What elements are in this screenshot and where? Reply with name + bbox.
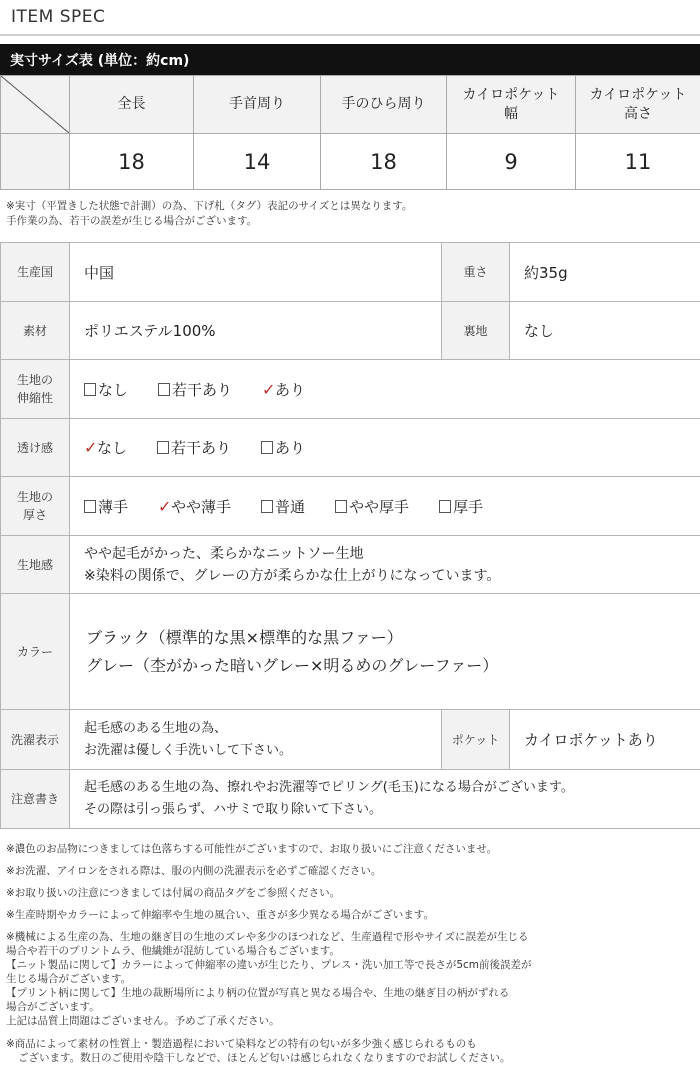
checkbox-option [84,496,128,517]
size-value: 14 [194,134,321,190]
wash-line: お洗濯は優しく手洗いして下さい。 [84,742,293,758]
feel-label: 生地感 [1,536,70,594]
pocket-value: カイロポケットあり [510,710,700,770]
spec-row-wash [1,710,700,770]
lining-label: 裏地 [442,302,510,360]
footnote-line: ※商品によって素材の性質上・製造過程において染料などの特有の匂いが多少強く感じられるものも [6,1038,477,1050]
color-line: グレー（杢がかった暗いグレー×明るめのグレーファー） [86,655,499,675]
footnote-line: ※生産時期やカラーによって伸縮率や生地の風合い、重さが多少異なる場合がございます。 [6,909,434,921]
spec-row-sheer [1,419,700,477]
empty-checkbox-icon [158,383,170,396]
pocket-label: ポケット [442,710,510,770]
caution-line: その際は引っ張らず、ハサミで取り除いて下さい。 [84,802,382,817]
option-label: あり [275,439,306,457]
checkmark-icon: ✓ [158,496,172,516]
sheer-options [70,419,700,477]
checkbox-option [262,379,305,400]
caution-value [70,770,700,829]
size-value: 11 [576,134,700,190]
spec-row-thickness [1,477,700,536]
size-col-label: カイロポケット 幅 [462,86,560,122]
thickness-label-text: 生地の 厚さ [16,490,53,522]
feel-line: ※染料の関係で、グレーの方が柔らかな仕上がりになっています。 [84,567,501,584]
size-note: 手作業の為、若干の誤差が生じる場合がございます。 [6,215,258,227]
checkbox-option [261,496,305,517]
feel-line: やや起毛がかった、柔らかなニットソー生地 [84,545,364,562]
footnote-line: ※機械による生産の為、生地の継ぎ目の生地のズレや多少のほつれなど、生産過程で形やサイズに誤差が生じる [6,931,529,943]
caution-line: 起毛感のある生地の為、擦れやお洗濯等でピリング(毛玉)になる場合がございます。 [84,780,574,795]
stretch-options [70,360,700,419]
color-label: カラー [1,594,70,710]
footnote-line: ※濃色のお品物につきましては色落ちする可能性がございますので、お取り扱いにご注意くださいませ。 [6,843,498,855]
stretch-label [1,360,70,419]
size-col-length [70,76,194,134]
option-label: 厚手 [453,497,484,516]
wash-label: 洗濯表示 [1,710,70,770]
footnote-line: 生じる場合がございます。 [6,973,132,985]
feel-value [70,536,700,594]
footnote-line: ※お洗濯、アイロンをされる際は、服の内側の洗濯表示を必ずご確認ください。 [6,865,382,877]
empty-checkbox-icon [84,500,96,513]
spec-row-material [1,302,700,360]
size-col-pocket-height [576,76,700,134]
origin-label: 生産国 [1,243,70,302]
option-label: 若干あり [171,439,232,457]
caution-label: 注意書き [1,770,70,829]
spec-table [0,242,700,829]
sheer-label: 透け感 [1,419,70,477]
lining-value: なし [510,302,700,360]
wash-line: 起毛感のある生地の為、 [84,720,228,736]
checkbox-option [158,379,232,400]
spec-row-origin [1,243,700,302]
size-col-label: カイロポケット 高さ [589,86,687,122]
footnote-line: 場合がございます。 [6,1001,100,1013]
size-value: 18 [321,134,447,190]
checkmark-icon: ✓ [84,438,98,457]
empty-checkbox-icon [261,500,273,513]
blank-cell [1,134,70,190]
size-col-palm [321,76,447,134]
empty-checkbox-icon [335,500,347,513]
page-title: ITEM SPEC [11,7,106,27]
color-line: ブラック（標準的な黒×標準的な黒ファー） [86,627,403,647]
diagonal-corner-cell [1,76,70,134]
size-table-header [0,44,700,75]
footnote-line: 場合や若干のプリントムラ、他繊維が混紡している場合もございます。 [6,945,340,957]
footnote-line: 上記は品質上問題はございません。予めご了承ください。 [6,1015,280,1027]
stretch-label-text: 生地の 伸縮性 [16,373,53,405]
footnote-line: ※お取り扱いの注意につきましては付属の商品タグをご参照ください。 [6,887,341,899]
empty-checkbox-icon [261,441,273,454]
option-label: 若干あり [172,380,233,399]
material-label: 素材 [1,302,70,360]
weight-value: 約35g [510,243,700,302]
checkmark-icon: ✓ [262,379,276,399]
thickness-options [70,477,700,536]
option-label: 普通 [275,497,306,516]
material-value: ポリエステル100% [70,302,442,360]
empty-checkbox-icon [439,500,451,513]
size-col-pocket-width [447,76,576,134]
size-col-label: 手のひら周り [341,96,426,112]
size-table-title: 実寸サイズ表 (単位：約cm) [10,53,190,69]
origin-value: 中国 [70,243,442,302]
size-table-header-row [1,76,700,134]
wash-value [70,710,442,770]
size-col-label: 手首周り [229,96,285,112]
size-col-label: 全長 [117,96,146,112]
size-note: ※実寸（平置きした状態で計測）の為、下げ札（タグ）表記のサイズとは異なります。 [6,200,413,212]
checkbox-option [439,496,483,517]
size-value: 9 [447,134,576,190]
footnote-line: 【ニット製品に関して】カラーによって伸縮率の違いが生じたり、プレス・洗い加工等で長さが5cm前後誤差が [6,959,532,971]
option-label: 薄手 [98,497,129,516]
size-table-value-row [1,134,700,190]
spec-row-color [1,594,700,710]
option-label: やや厚手 [349,497,410,516]
spec-row-feel [1,536,700,594]
thickness-label [1,477,70,536]
checkbox-option [158,496,231,517]
weight-label: 重さ [442,243,510,302]
spec-row-caution [1,770,700,829]
checkbox-option [335,496,409,517]
option-label: やや薄手 [171,497,232,516]
size-col-wrist [194,76,321,134]
checkbox-option [261,437,305,458]
spec-row-stretch [1,360,700,419]
empty-checkbox-icon [157,441,169,454]
checkbox-option [84,437,127,458]
checkbox-option [84,379,128,400]
option-label: なし [98,380,129,399]
size-value: 18 [70,134,194,190]
option-label: あり [275,380,306,399]
color-value [70,594,700,710]
footnote-line: ございます。数日のご使用や陰干しなどで、ほとんど匂いは感じられなくなりますのでお試しください。 [18,1052,511,1064]
empty-checkbox-icon [84,383,96,396]
option-label: なし [97,439,128,457]
footnote-line: 【プリント柄に関して】生地の裁断場所により柄の位置が写真と異なる場合や、生地の継ぎ目の柄がずれる [6,987,510,999]
checkbox-option [157,437,231,458]
title-bar [0,0,700,36]
size-table [0,75,700,190]
